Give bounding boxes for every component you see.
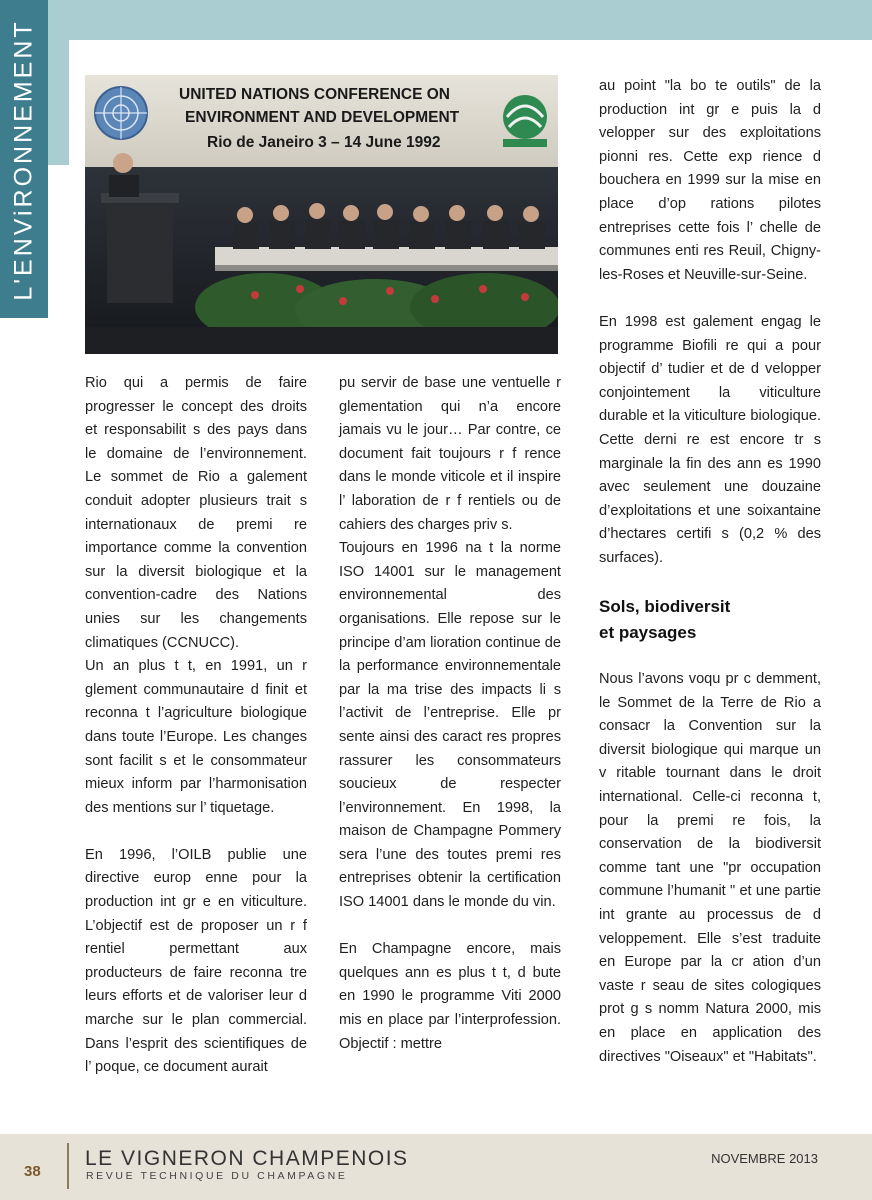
paragraph: En Champagne encore, mais quelques ann es plus t t, d bute en 1990 le programme Viti 2000 mis en place par l’interprofession. Objectif : mettre — [339, 941, 561, 1052]
section-heading — [599, 594, 821, 646]
conference-photo — [85, 75, 558, 354]
paragraph: Un an plus t t, en 1991, un r glement communautaire d finit et reconna t l’agriculture biologique dans toute l’Europe. Les changes sont facilit s et le consommateur mieux inform par l’harmonisation des mentions sur l’ tiquetage. — [85, 658, 307, 816]
un-emblem-icon — [95, 87, 147, 139]
section-side-tab — [0, 0, 48, 318]
side-tab-accent — [48, 0, 69, 165]
banner-line-3: Rio de Janeiro 3 – 14 June 1992 — [207, 134, 441, 151]
paragraph: Rio qui a permis de faire progresser le concept des droits et responsabilit s des pays dans le domaine de l’environnement. Le sommet de Rio a galement conduit adopter plusieurs trait s internationaux de premi re importance comme la convention sur la diversit biologique et la convention-cadre des Nations unies sur les changements climatiques (CCNUCC). — [85, 375, 307, 651]
magazine-title — [85, 1147, 409, 1171]
paragraph: En 1998 est galement engag le programme Biofili re qui a pour objectif d’ tudier et de d velopper conjointement la viticulture durable et la viticulture biologique. Cette derni re est encore tr s marginale la fin des ann es 1990 avec seulement une douzaine d’exploitations et une soixantaine d’hectares certifi s (0,2 % des surfaces). — [599, 313, 821, 566]
magazine-subtitle: REVUE TECHNIQUE DU CHAMPAGNE — [86, 1170, 348, 1182]
magazine-title-part-1: LE VIGNERON — [85, 1147, 253, 1170]
section-heading-line-1: Sols, biodiversit — [599, 597, 731, 617]
section-heading-line-2: et paysages — [599, 623, 697, 643]
conference-logo-icon — [503, 95, 547, 147]
paragraph: pu servir de base une ventuelle r glementation qui n’a encore jamais vu le jour… Par contre, ce document fait toujours r f rence dans le monde viticole et il inspire l’ laboration de r f rentiels ou de cahiers des charges priv s. — [339, 375, 561, 533]
paragraph: En 1996, l’OILB publie une directive europ enne pour la production int gr e en viticulture. L’objectif est de proposer un r f rentiel permettant aux producteurs de faire reconna tre leurs efforts et de valoriser leur d marche sur le plan commercial. Dans l’esprit des scientifiques de l’ poque, ce document aurait — [85, 846, 307, 1076]
article-column-3 — [599, 75, 821, 1069]
paragraph: Nous l’avons voqu pr c demment, le Sommet de la Terre de Rio a consacr la Convention sur la diversit biologique qui marque un v ritable tournant dans le droit international. Celle-ci reconna t, pour la premi re fois, la conservation de la biodiversit comme tant une "pr occupation commune l’humanit " et une partie int grante au processus de d veloppement. Elle s’est traduite en Europe par la cr ation d’un vaste r seau de sites cologiques prot g s nomm Natura 2000, mis en place en application des directives "Oiseaux" et "Habitats". — [599, 671, 821, 1065]
banner-line-2: ENVIRONMENT AND DEVELOPMENT — [185, 109, 460, 126]
magazine-title-part-2: CHAMPENOIS — [252, 1147, 409, 1170]
article-column-1 — [85, 372, 307, 1080]
paragraph: au point "la bo te outils" de la production int gr e puis la d velopper sur des exploitations pionni res. Cette exp rience d bouchera en 1999 sur la mise en place d’op rations pilotes entreprises cette fois l’ chelle de communes enti res Reuil, Chigny-les-Roses et Neuville-sur-Seine. — [599, 78, 821, 283]
page-number: 38 — [24, 1163, 41, 1180]
banner-line-1: UNITED NATIONS CONFERENCE ON — [179, 86, 450, 103]
footer-divider — [67, 1143, 69, 1189]
article-column-2 — [339, 372, 561, 1056]
paragraph: Toujours en 1996 na t la norme ISO 14001 sur le management environnemental des organisations. Elle repose sur le principe d’am lioration continue de la performance environnementale par la ma trise des impacts li s l’activit de l’entreprise. Elle pr sente ainsi des caract res propres rassurer les consommateurs soucieux de respecter l’environnement. En 1998, la maison de Champagne Pommery sera l’une des toutes premi res entreprises obtenir la certification ISO 14001 dans le monde du vin. — [339, 540, 561, 911]
issue-date: NOVEMBRE 2013 — [711, 1151, 818, 1166]
top-color-band — [69, 0, 872, 40]
section-label: L'ENViRONNEMENT — [9, 19, 38, 301]
